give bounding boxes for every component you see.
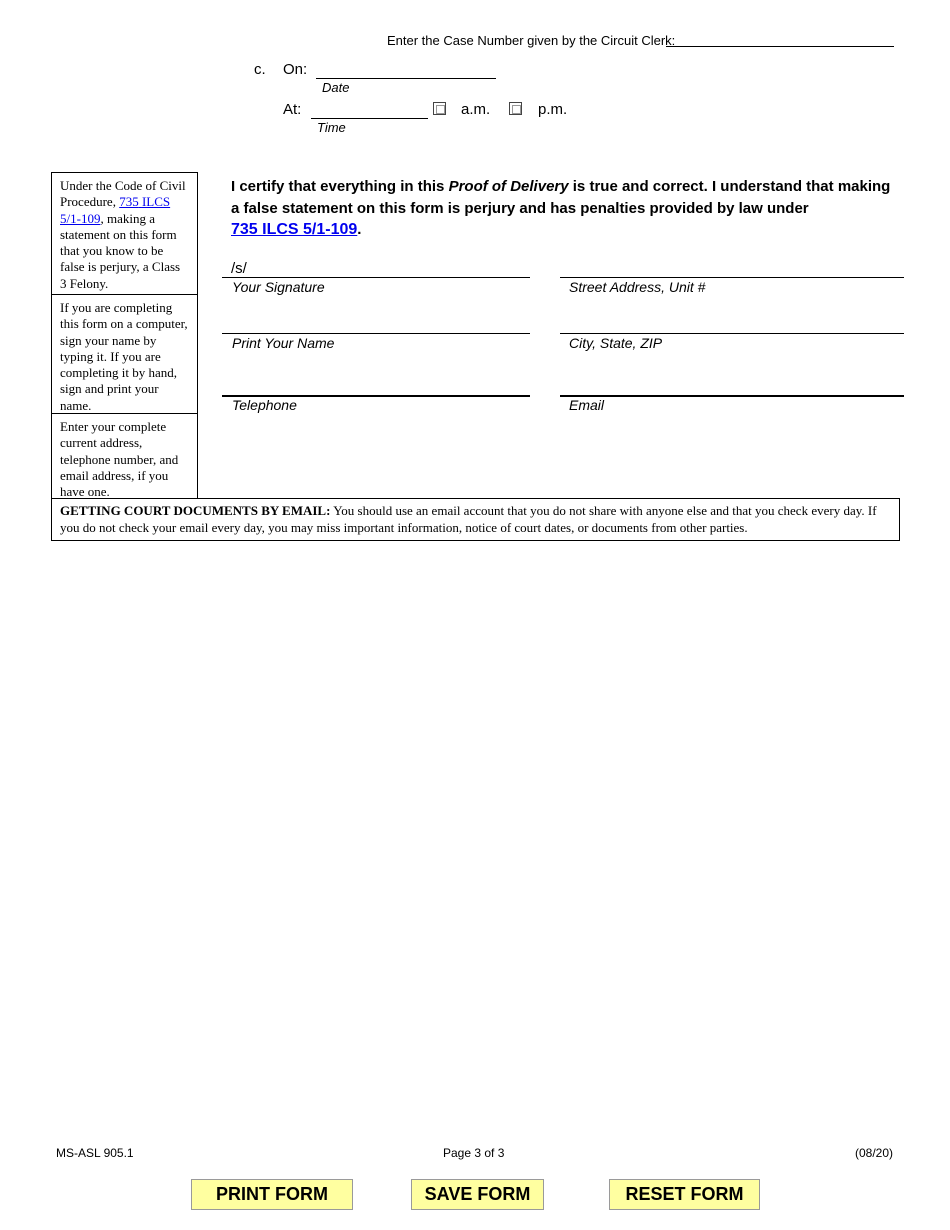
- form-id: MS-ASL 905.1: [56, 1146, 134, 1160]
- city-state-zip-input[interactable]: [560, 333, 904, 334]
- reset-form-button[interactable]: RESET FORM: [609, 1179, 760, 1210]
- date-input[interactable]: [316, 78, 496, 79]
- certification-statement: I certify that everything in this Proof of Delivery is true and correct. I understand that making a false statement on this form is perjury and has penalties provided by law under 735 ILCS 5/1-109.: [231, 178, 891, 238]
- signature-input[interactable]: [222, 277, 530, 278]
- address-note: Enter your complete current address, telephone number, and email address, if you have one.: [51, 413, 198, 499]
- am-label: a.m.: [461, 101, 491, 118]
- email-notice: [51, 498, 900, 541]
- street-address-input[interactable]: [560, 277, 904, 278]
- time-input[interactable]: [311, 118, 428, 119]
- email-notice-heading: GETTING COURT DOCUMENTS BY EMAIL:: [60, 503, 331, 518]
- print-name-input[interactable]: [222, 333, 530, 334]
- time-caption: Time: [317, 120, 346, 135]
- date-caption: Date: [322, 80, 350, 95]
- ilcs-sidebar-link[interactable]: 735 ILCS 5/1-109: [60, 194, 171, 226]
- print-form-button[interactable]: PRINT FORM: [191, 1179, 353, 1210]
- am-checkbox[interactable]: [433, 102, 446, 115]
- revision-date: (08/20): [855, 1146, 894, 1160]
- on-label: On:: [283, 61, 308, 78]
- perjury-note: [51, 172, 198, 295]
- case-number-input[interactable]: [666, 46, 894, 47]
- section-letter: c.: [254, 61, 266, 78]
- sign-note: If you are completing this form on a computer, sign your name by typing it. If you are completing it by hand, sign and print your name.: [51, 294, 198, 414]
- print-name-label: Print Your Name: [232, 335, 335, 351]
- pm-checkbox[interactable]: [509, 102, 522, 115]
- signature-label: Your Signature: [232, 279, 325, 295]
- at-label: At:: [283, 101, 302, 118]
- city-state-zip-label: City, State, ZIP: [569, 335, 663, 351]
- perjury-note-prefix: Under the Code of Civil Procedure,: [60, 178, 186, 210]
- case-number-label: Enter the Case Number given by the Circuit Clerk:: [387, 33, 676, 48]
- page-number: Page 3 of 3: [443, 1146, 505, 1160]
- street-address-label: Street Address, Unit #: [569, 279, 706, 295]
- ilcs-link[interactable]: 735 ILCS 5/1-109: [231, 221, 358, 238]
- telephone-label: Telephone: [232, 397, 297, 413]
- email-notice-body: You should use an email account that you do not share with anyone else and that you check every day. If you do not check your email every day, you may miss important information, notice of court dates, or documents from other parties.: [60, 503, 877, 535]
- save-form-button[interactable]: SAVE FORM: [411, 1179, 544, 1210]
- email-input[interactable]: [560, 395, 904, 397]
- signature-value: /s/: [231, 260, 247, 277]
- email-label: Email: [569, 397, 605, 413]
- proof-of-delivery-emphasis: Proof of Delivery: [448, 178, 569, 195]
- pm-label: p.m.: [538, 101, 568, 118]
- perjury-note-suffix: , making a statement on this form that you know to be false is perjury, a Class 3 Felony.: [60, 210, 181, 291]
